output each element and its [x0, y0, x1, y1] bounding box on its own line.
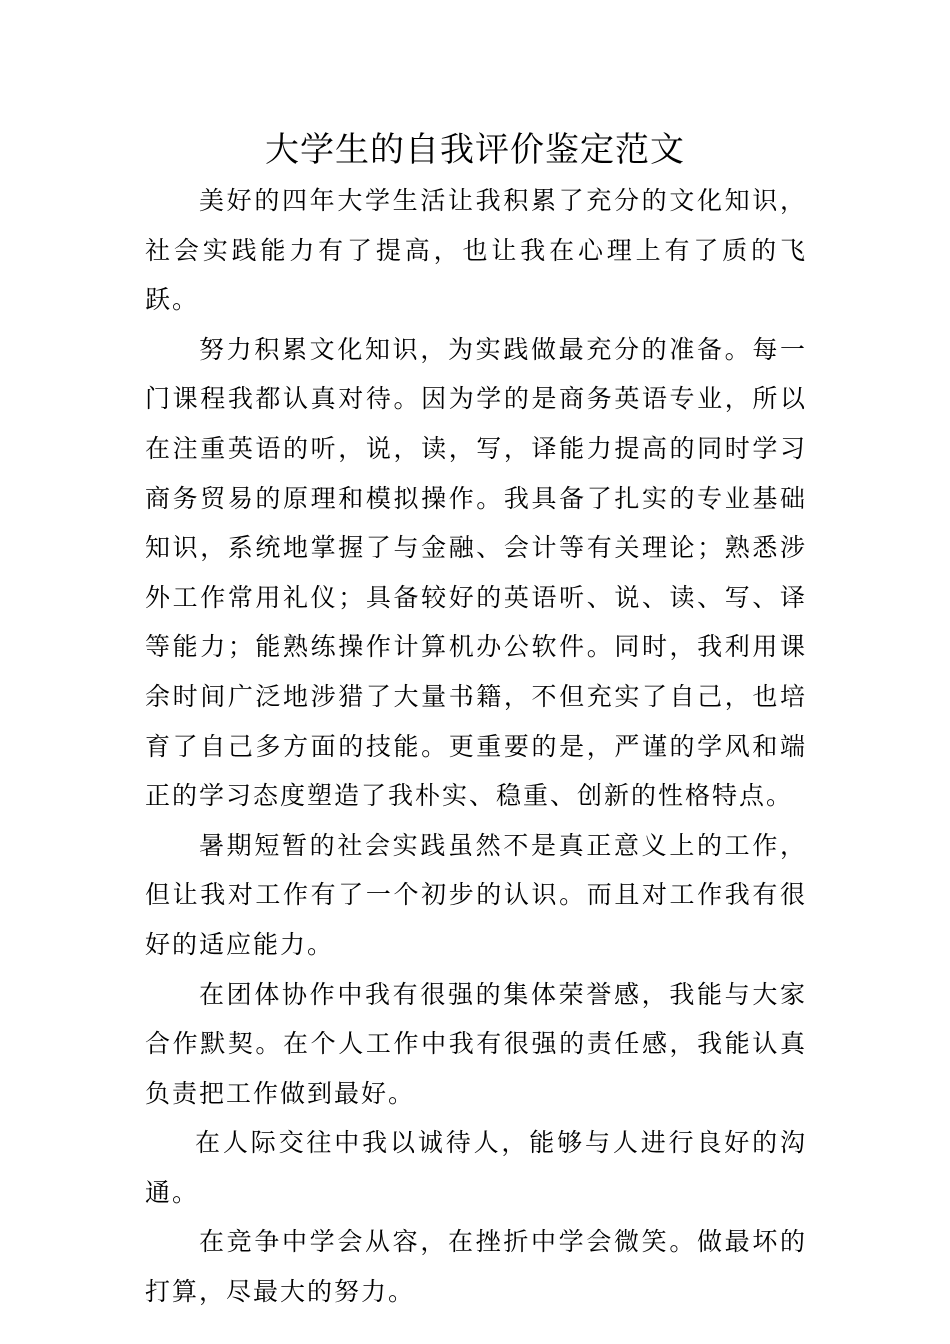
paragraph-6: 在竞争中学会从容，在挫折中学会微笑。做最坏的打算，尽最大的努力。 [145, 1227, 807, 1307]
document-title: 大学生的自我评价鉴定范文 [265, 130, 685, 170]
paragraph-4: 在团体协作中我有很强的集体荣誉感，我能与大家合作默契。在个人工作中我有很强的责任感，我能认真负责把工作做到最好。 [145, 979, 807, 1108]
document-body [145, 176, 807, 1317]
paragraph-5: 在人际交往中我以诚待人，能够与人进行良好的沟通。 [145, 1128, 807, 1207]
paragraph-1: 美好的四年大学生活让我积累了充分的文化知识，社会实践能力有了提高，也让我在心理上有了质的飞跃。 [145, 186, 807, 315]
paragraph-2: 努力积累文化知识，为实践做最充分的准备。每一门课程我都认真对待。因为学的是商务英语专业，所以在注重英语的听，说，读，写，译能力提高的同时学习商务贸易的原理和模拟操作。我具备了扎实的专业基础知识，系统地掌握了与金融、会计等有关理论；熟悉涉外工作常用礼仪；具备较好的英语听、说、读、写、译等能力；能熟练操作计算机办公软件。同时，我利用课余时间广泛地涉猎了大量书籍，不但充实了自己，也培育了自己多方面的技能。更重要的是，严谨的学风和端正的学习态度塑造了我朴实、稳重、创新的性格特点。 [145, 334, 807, 811]
paragraph-3: 暑期短暂的社会实践虽然不是真正意义上的工作，但让我对工作有了一个初步的认识。而且对工作我有很好的适应能力。 [145, 830, 807, 959]
